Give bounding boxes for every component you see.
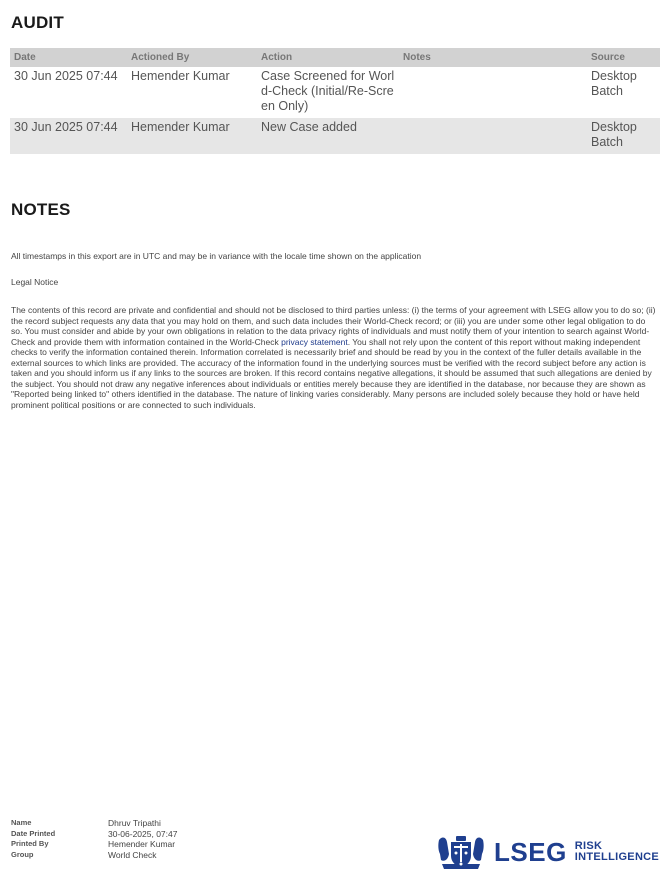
cell-date: 30 Jun 2025 07:44 — [10, 118, 127, 154]
audit-table — [10, 48, 660, 154]
cell-date: 30 Jun 2025 07:44 — [10, 67, 127, 118]
cell-actioned-by: Hemender Kumar — [127, 67, 257, 118]
column-header-notes: Notes — [399, 48, 587, 67]
audit-section-title: AUDIT — [11, 13, 64, 32]
logo-subtitle-line2: INTELLIGENCE — [574, 851, 660, 863]
group-label: Group — [11, 849, 34, 859]
date-printed-label: Date Printed — [11, 828, 56, 838]
legal-notice-heading: Legal Notice — [11, 277, 59, 287]
cell-notes — [399, 118, 587, 154]
column-header-date: Date — [10, 48, 127, 67]
timestamp-note: All timestamps in this export are in UTC and may be in variance with the locale time shown on the application — [11, 251, 422, 261]
printed-by-label: Printed By — [11, 839, 49, 848]
cell-source: Desktop Batch — [587, 118, 660, 154]
cell-actioned-by: Hemender Kumar — [127, 118, 257, 154]
cell-action: New Case added — [257, 118, 399, 154]
cell-action: Case Screened for World-Check (Initial/Re-Screen Only) — [257, 67, 399, 118]
lseg-crest-icon — [436, 834, 486, 870]
printed-by-value: Hemender Kumar — [108, 839, 176, 849]
name-label: Name — [11, 818, 32, 827]
notes-section-title: NOTES — [11, 200, 71, 219]
lseg-logo — [436, 834, 659, 870]
column-header-source: Source — [587, 48, 660, 67]
lseg-brand-text: LSEG — [494, 837, 567, 867]
legal-text-part2: . You shall not rely upon the content of this report without making independent checks to verify the information contained therein. Information correlated is necessarily brief and should be read by you in the context of the fuller details available in the external sources to which links are provided. The accuracy of the information found in the underlying sources must be verified with the record subject before any action is taken and you should inform us if any links to the sources are broken. If this record contains negative allegations, it should be assumed that such allegations are denied by the subject. You should not draw any negative inferences about individuals or entities merely because they are identified in the database, nor because they are shown as "Reported being linked to" others identified in the database. The nature of linking varies considerably. Many persons are included solely because they hold or have held prominent political positions or are connected to such individuals. — [11, 336, 652, 410]
privacy-statement-link[interactable]: privacy statement — [281, 336, 348, 347]
logo-subtitle — [575, 841, 659, 863]
logo-subtitle-line1: RISK — [574, 840, 603, 852]
group-value: World Check — [108, 849, 157, 860]
print-info — [11, 818, 177, 860]
table-row — [10, 118, 660, 154]
table-row — [10, 67, 660, 118]
legal-notice-body — [11, 305, 659, 410]
column-header-action: Action — [257, 48, 399, 67]
date-printed-value: 30-06-2025, 07:47 — [108, 828, 178, 839]
legal-text-part1: The contents of this record are private and confidential and should not be disclosed to third parties unless: (i) the terms of your agreement with LSEG allow you to do so; (ii) the record subject requests any data that you may hold on them, and such data includes their World-Check record; or (iii) you are under some other legal obligation to do so. You must consider and abide by your own obligations in relation to the data privacy rights of individuals and must notify them of your intention to search against World-Check and provide them with information contained in the World-Check — [11, 305, 656, 347]
cell-source: Desktop Batch — [587, 67, 660, 118]
cell-notes — [399, 67, 587, 118]
name-value: Dhruv Tripathi — [108, 818, 161, 828]
audit-header-row — [10, 48, 660, 67]
column-header-actioned-by: Actioned By — [127, 48, 257, 67]
